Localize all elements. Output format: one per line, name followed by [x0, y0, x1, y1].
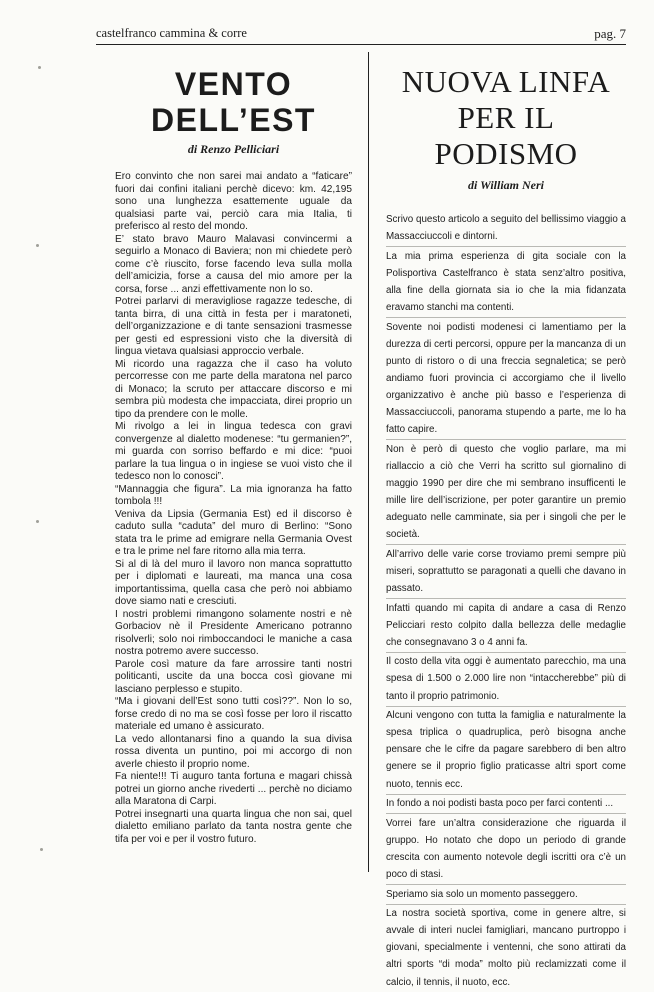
article-byline: di Renzo Pelliciari	[187, 142, 280, 156]
paragraph: Mi ricordo una ragazza che il caso ha voluto percorresse con me parte della maratona nel parco di Monaco; la scruto per attaccare discorso e mi sembra più modesta che impacciata, direi proprio un tipo da prendere con le molle.	[115, 358, 352, 420]
left-article	[115, 60, 352, 846]
paragraph: All’arrivo delle varie corse troviamo premi sempre più miseri, soprattutto se paragonati a quelli che davano in passato.	[386, 546, 626, 599]
paragraph: La nostra società sportiva, come in genere altre, si avvale di interi nuclei famigliari, mancano purtroppo i giovani, specialmente i ventenni, che sono attirati da altri sports “di moda” molto più reclamizzati come il calcio, il tennis, il nuoto, ecc.	[386, 908, 626, 988]
paragraph: Speriamo sia solo un momento passeggero.	[386, 886, 626, 905]
page-header	[96, 24, 626, 46]
paragraph: Potrei parlarvi di meravigliose ragazze tedesche, di tanta birra, di una città in festa per i maratoneti, dell’organizzazione e di tante sensazioni trasmesse per gesti ed espressioni visto che la diversità di lingua vietava qualsiasi approccio verbale.	[115, 296, 352, 357]
scan-speck	[38, 66, 41, 69]
page-number: pag. 7	[594, 26, 626, 41]
title-line: NUOVA LINFA	[401, 64, 611, 99]
paragraph: Potrei insegnarti una quarta lingua che non sai, quel dialetto emiliano parlato da tanta nostra gente che tifa per voi e per il vostro futuro.	[115, 808, 352, 845]
paragraph: La vedo allontanarsi fino a quando la sua divisa rossa diventa un puntino, poi mi accorgo di non averle chiesto il proprio nome.	[115, 733, 352, 770]
paragraph: Non è però di questo che voglio parlare, ma mi riallaccio a ciò che Verri ha scritto sul giornalino di maggio 1990 per dire che mi sembrano insufficenti le mille lire dell’iscrizione, per poter garantire un premio adeguato nelle camminate, sia per i singoli che per le società.	[386, 441, 626, 546]
paragraph: In fondo a noi podisti basta poco per farci contenti ...	[386, 795, 626, 814]
paragraph: Vorrei fare un’altra considerazione che riguarda il gruppo. Ho notato che dopo un periodo di grande crescita con aumento notevole degli iscritti ora c’è un poco di stasi.	[386, 815, 626, 885]
paragraph: “Ma i giovani dell’Est sono tutti così??”. Non lo so, forse credo di no ma se così fosse per loro il riscatto materiale ed umano è assicurato.	[115, 696, 352, 732]
paragraph: E’ stato bravo Mauro Malavasi convincermi a seguirlo a Monaco di Baviera; non mi chiedete però come c’è riuscito, forse facendo leva sulla molla dell’amicizia, forse a causa del mio amore per la corsa, forse ... anzi effettivamente non lo so.	[115, 233, 352, 295]
paragraph: Fa niente!!! Ti auguro tanta fortuna e magari chissà potrei un giorno anche rivederti ... perchè no diciamo alla Maratona di Carpi.	[115, 771, 352, 807]
article-body	[115, 171, 352, 846]
scan-speck	[40, 848, 43, 851]
article-body	[386, 211, 626, 992]
article-byline: di William Neri	[467, 178, 544, 192]
paragraph: Ero convinto che non sarei mai andato a “faticare” fuori dai confini italiani perchè dicevo: km. 42,195 sono una lunghezza esattemente uguale da qualsiasi parte vai, perciò cara mia Italia, ti preferisco al resto del mondo.	[115, 171, 352, 232]
publication-name: castelfranco cammina & corre	[96, 26, 247, 40]
title-line: VENTO	[174, 66, 293, 102]
column-divider	[368, 52, 369, 872]
paragraph: La mia prima esperienza di gita sociale con la Polisportiva Castelfranco è stata senz’altro positiva, alla fine della giornata sia io che la mia fidanzata eravamo stanchi ma contenti.	[386, 248, 626, 318]
paragraph: Parole così mature da fare arrossire tanti nostri politicanti, uscite da una bocca così giovane mi lasciano perplesso e stupito.	[115, 658, 352, 695]
paragraph: Veniva da Lipsia (Germania Est) ed il discorso è caduto sulla “caduta” del muro di Berlino: “Sono stata tra le prime ad emigrare nella Germania Ovest e tra le prime nel fare ritorno alla mia terra.	[115, 508, 352, 557]
paragraph: “Mannaggia che figura”. La mia ignoranza ha fatto tombola !!!	[115, 483, 352, 507]
paragraph: Scrivo questo articolo a seguito del bellissimo viaggio a Massacciuccoli e dintorni.	[386, 211, 626, 247]
paragraph: Sovente noi podisti modenesi ci lamentiamo per la durezza di certi percorsi, oppure per la mancanza di un punto di ristoro o di una freccia segnaletica; se però andiamo fuori provincia ci accorgiamo che il livello organizzativo è anche più basso e l’esperienza di Massacciuccoli, panorama stupendo a parte, me lo ha fatto capire.	[386, 319, 626, 441]
paragraph: Il costo della vita oggi è aumentato parecchio, ma una spesa di 1.500 o 2.000 lire non “intaccherebbe” più di tanto il proprio patrimonio.	[386, 653, 626, 706]
article-title	[386, 64, 626, 172]
article-title	[115, 66, 352, 138]
paragraph: Infatti quando mi capita di andare a casa di Renzo Pelicciari resto colpito dalla bellezza delle medaglie che consegnavano 3 o 4 anni fa.	[386, 600, 626, 653]
paragraph: Alcuni vengono con tutta la famiglia e naturalmente la spesa triplica o quadruplica, però bisogna anche pensare che le cifre da pagare sarebbero di ben altro genere se il proprio figlio praticasse altri sport come nuoto, tennis ecc.	[386, 707, 626, 794]
title-line: PODISMO	[434, 136, 578, 171]
title-line: DELL’EST	[151, 102, 316, 138]
header-rule	[96, 44, 626, 45]
paragraph: I nostri problemi rimangono solamente nostri e nè Gorbaciov nè il Presidente Americano potranno risolverli; solo noi rimboccandoci le maniche a casa nostra potremo avere successo.	[115, 608, 352, 657]
paragraph: Si al di là del muro il lavoro non manca soprattutto per i diplomati e laureati, ma manca una cosa importantissima, quella casa che però noi abbiamo dove siamo nati e cresciuti.	[115, 558, 352, 607]
title-line: PER IL	[457, 100, 555, 135]
paragraph: Mi rivolgo a lei in lingua tedesca con gravi convergenze al dialetto modenese: “tu germanien?”, mi guarda con sorriso beffardo e mi dice: “puoi parlare la tua lingua o in ingiese se vuoi visto che il tedesco non lo conosci”.	[115, 421, 352, 482]
scan-speck	[36, 520, 39, 523]
right-article	[386, 60, 626, 992]
scan-speck	[36, 244, 39, 247]
